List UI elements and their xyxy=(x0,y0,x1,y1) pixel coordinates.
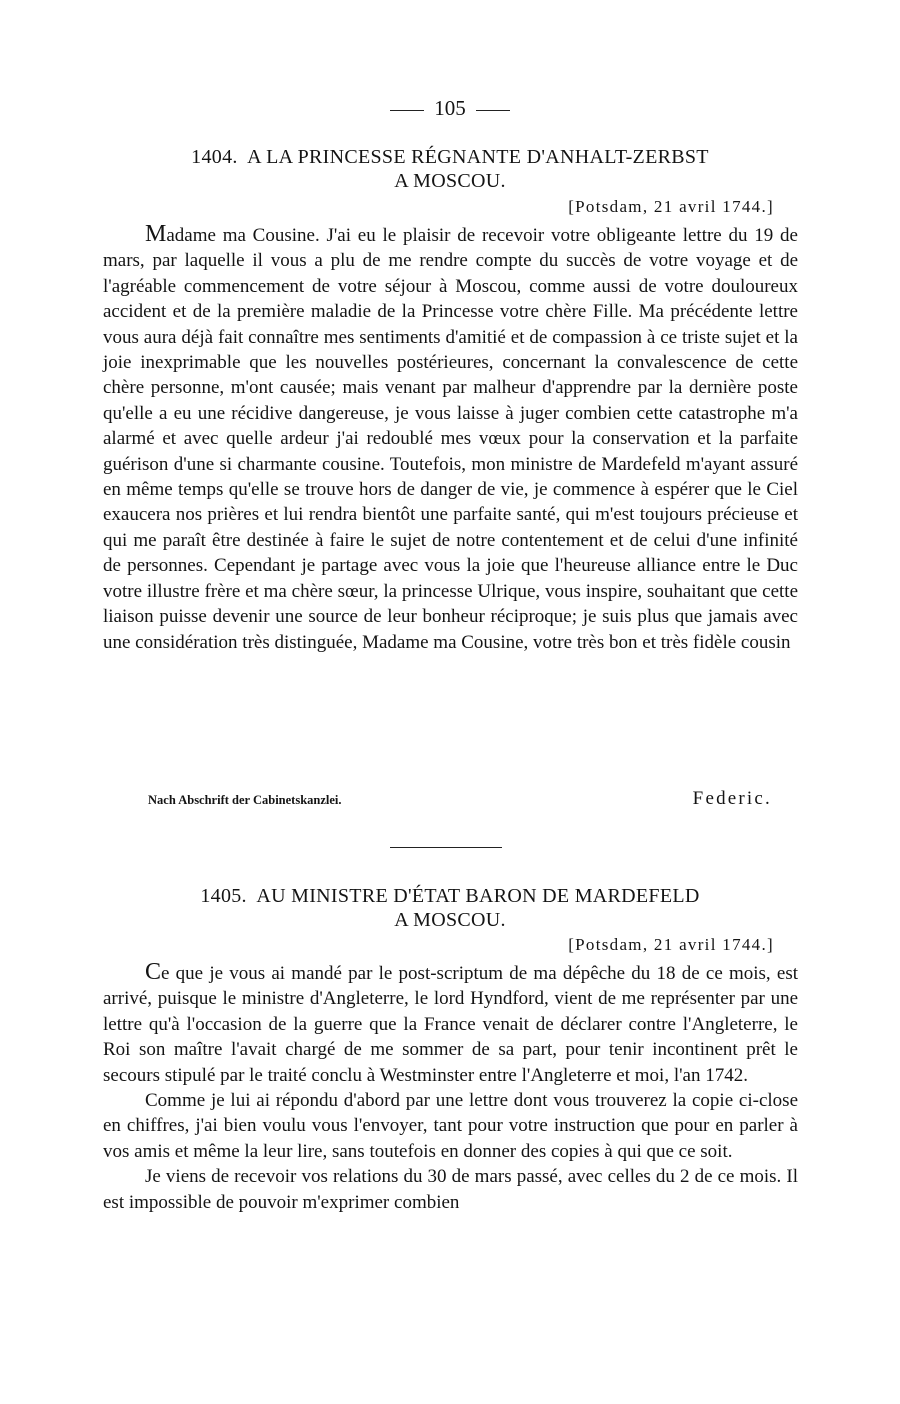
letter-1405-paragraph-1-text: e que je vous ai mandé par le post-scriptum de ma dépêche du 18 de ce mois, est arrivé, puisque le ministre d'Angleterre, le lord Hyndford, vient de me représenter par une lettre qu'à l'occasion de la guerre que la France venait de déclarer contre l'Angleterre, le Roi son maître l'avait chargé de me sommer de sa part, pour tenir incontinent prêt le secours stipulé par le traité conclu à Westminster entre l'Angleterre et moi, l'an 1742. xyxy=(103,963,798,1086)
letter-1405-dateline: [Potsdam, 21 avril 1744.] xyxy=(568,935,774,954)
letter-1404-heading-line2: A MOSCOU. xyxy=(394,170,506,192)
letter-1405-initial: C xyxy=(145,959,162,985)
letter-1404-paragraph xyxy=(103,222,798,655)
letter-1405-number: 1405. xyxy=(200,885,247,907)
letter-separator xyxy=(390,847,502,848)
letter-1404-heading xyxy=(100,145,800,193)
letter-1405-heading-line1 xyxy=(100,884,800,908)
letter-1404-number: 1404. xyxy=(191,146,238,168)
letter-1405-heading-line2: A MOSCOU. xyxy=(394,909,506,931)
letter-1404-dateline: [Potsdam, 21 avril 1744.] xyxy=(568,197,774,216)
letter-1405-paragraph-1 xyxy=(103,960,798,1088)
header-dash-left xyxy=(390,110,424,111)
letter-1404-body xyxy=(103,222,798,655)
header-dash-right xyxy=(476,110,510,111)
source-note: Nach Abschrift der Cabinetskanzlei. xyxy=(148,793,342,807)
signature: Federic. xyxy=(692,788,772,809)
letter-1404-paragraph-text: adame ma Cousine. J'ai eu le plaisir de recevoir votre obligeante lettre du 19 de mars, par laquelle il vous a plu de me rendre compte du succès de votre voyage et de l'agréable commencement de votre séjour à Moscou, comme aussi de votre douloureux accident et de la première maladie de la Princesse votre chère Fille. Ma précédente lettre vous aura déjà fait connaître mes sentiments d'amitié et de compassion à ce triste sujet et la joie inexprimable que les nouvelles postérieures, concernant la convalescence de cette chère personne, m'ont causée; mais venant par malheur d'apprendre par la dernière poste qu'elle a eu une récidive dangereuse, je vous laisse à juger combien cette catastrophe m'a alarmé et avec quelle ardeur j'ai redoublé mes vœux pour la conservation et la parfaite guérison d'une si charmante cousine. Toutefois, mon ministre de Mardefeld m'ayant assuré en même temps qu'elle se trouve hors de danger de vie, je commence à espérer que le Ciel exaucera nos prières et lui rendra bientôt une parfaite santé, qui m'est toujours précieuse et qui me paraît être destinée à faire le sujet de notre contentement et de celui d'une infinité de personnes. Cependant je partage avec vous la joie que l'heureuse alliance entre le Duc votre illustre frère et ma chère sœur, la princesse Ulrique, vous inspire, souhaitant que cette liaison puisse devenir une source de leur bonheur réciproque; je suis plus que jamais avec une considération très distinguée, Madame ma Cousine, votre très bon et très fidèle cousin xyxy=(103,225,798,653)
page-number: 105 xyxy=(434,96,466,120)
letter-1405-paragraph-2: Comme je lui ai répondu d'abord par une lettre dont vous trouverez la copie ci-close en chiffres, j'ai bien voulu vous l'envoyer, tant pour votre instruction que pour en parler à vos amis et même la leur lire, sans toutefois en donner des copies à qui que ce soit. xyxy=(103,1090,798,1162)
letter-1404-title: A LA PRINCESSE RÉGNANTE D'ANHALT-ZERBST xyxy=(247,146,709,168)
letter-1405-paragraph-3: Je viens de recevoir vos relations du 30 de mars passé, avec celles du 2 de ce mois. Il est impossible de pouvoir m'exprimer combien xyxy=(103,1166,798,1213)
letter-1405-body xyxy=(103,960,798,1215)
letter-1405-title: AU MINISTRE D'ÉTAT BARON DE MARDEFELD xyxy=(256,885,700,907)
letter-1404-initial: M xyxy=(145,221,167,247)
page-header xyxy=(0,96,900,121)
letter-1405-heading xyxy=(100,884,800,932)
letter-1404-heading-line1 xyxy=(100,145,800,169)
